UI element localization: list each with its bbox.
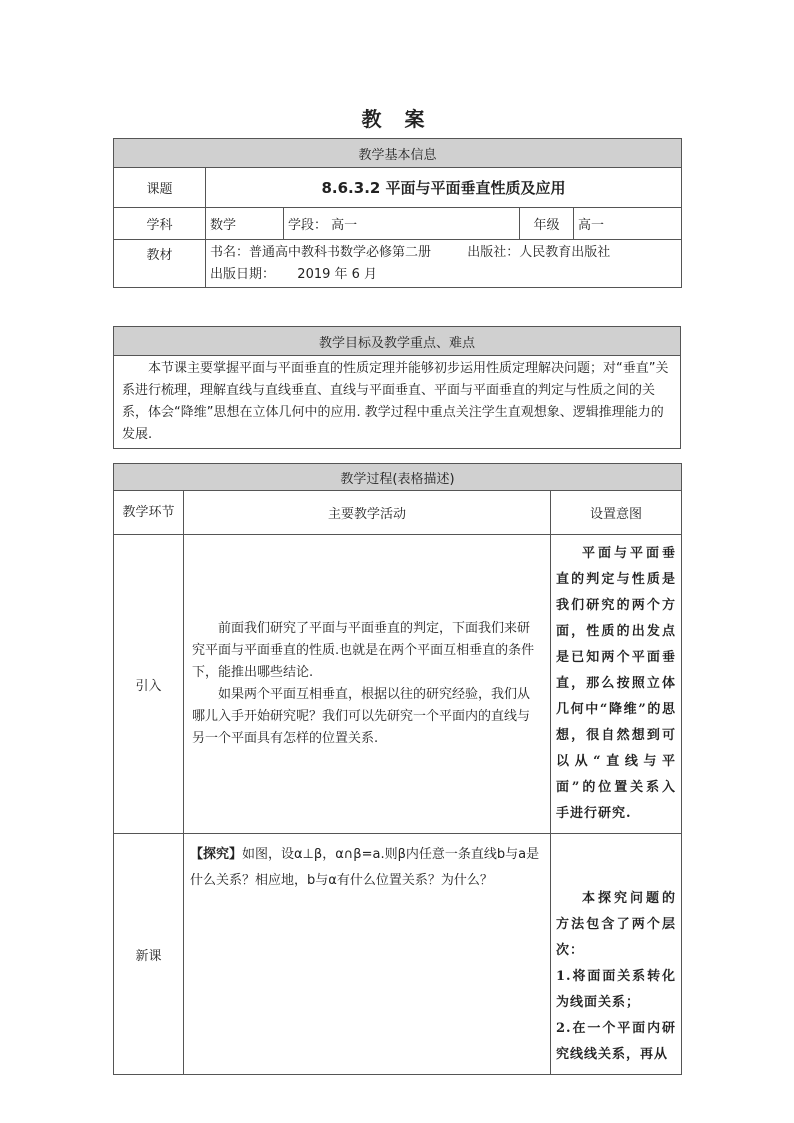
basic-info-table <box>113 138 682 288</box>
publisher: 出版社：人民教育出版社 <box>467 244 611 260</box>
topic-value: 8.6.3.2 平面与平面垂直性质及应用 <box>206 168 682 208</box>
process-table <box>113 463 682 1075</box>
explore-tag: 【探究】 <box>190 847 243 862</box>
activity-intro-paragraph-2: 如果两个平面互相垂直，根据以往的研究经验，我们从哪儿入手开始研究呢？我们可以先研究一个平面内的直线与另一个平面具有怎样的位置关系. <box>192 687 531 746</box>
grade-label: 年级 <box>520 208 574 240</box>
grade-value: 高一 <box>574 208 682 240</box>
subject-value: 数学 <box>206 208 284 240</box>
intent-new-lead: 本探究问题的方法包含了两个层次： <box>556 891 677 958</box>
table-row <box>114 535 682 834</box>
material-label: 教材 <box>114 240 206 288</box>
col-stage-header: 教学环节 <box>114 491 184 535</box>
objectives-table <box>113 326 681 449</box>
col-activity-header: 主要教学活动 <box>184 491 551 535</box>
stage-new-lesson: 新课 <box>114 834 184 1075</box>
objectives-header: 教学目标及教学重点、难点 <box>114 327 681 356</box>
topic-label: 课题 <box>114 168 206 208</box>
book-name: 书名：普通高中教科书数学必修第二册 <box>210 244 432 260</box>
activity-new-lesson <box>184 834 551 1075</box>
intent-new-item-1: 1.将面面关系转化为线面关系； <box>556 969 677 1010</box>
stage-cell <box>284 208 520 240</box>
material-value <box>206 240 682 288</box>
stage-intro: 引入 <box>114 535 184 834</box>
objectives-text: 本节课主要掌握平面与平面垂直的性质定理并能够初步运用性质定理解决问题；对“垂直”关系进行梳理，理解直线与直线垂直、直线与平面垂直、平面与平面垂直的判定与性质之间的关系，体会“降维”思想在立体几何中的应用. 教学过程中重点关注学生直观想象、逻辑推理能力的发展. <box>114 356 681 449</box>
col-intent-header: 设置意图 <box>551 491 682 535</box>
intent-new-item-2: 2.在一个平面内研究线线关系，再从 <box>556 1021 677 1062</box>
stage-label: 学段： <box>288 218 328 233</box>
intent-new-lesson <box>551 834 682 1075</box>
explore-text: 如图，设α⊥β，α∩β=a.则β内任意一条直线b与a是什么关系？相应地，b与α有什么位置关系？为什么？ <box>190 847 540 888</box>
activity-intro-paragraph-1: 前面我们研究了平面与平面垂直的判定，下面我们来研究平面与平面垂直的性质.也就是在两个平面互相垂直的条件下，能推出哪些结论. <box>192 621 535 680</box>
stage-value: 高一 <box>331 218 358 233</box>
table-row <box>114 834 682 1075</box>
publish-date-value: 2019 年 6 月 <box>297 266 378 282</box>
basic-info-header: 教学基本信息 <box>114 139 682 168</box>
page-title: 教 案 <box>361 107 433 131</box>
process-header: 教学过程(表格描述) <box>114 464 682 491</box>
activity-intro <box>184 535 551 834</box>
publish-date-label: 出版日期： <box>210 266 276 282</box>
intent-intro: 平面与平面垂直的判定与性质是我们研究的两个方面，性质的出发点是已知两个平面垂直，那么按照立体几何中“降维”的思想，很自然想到可以从“直线与平面”的位置关系入手进行研究. <box>551 535 682 834</box>
subject-label: 学科 <box>114 208 206 240</box>
